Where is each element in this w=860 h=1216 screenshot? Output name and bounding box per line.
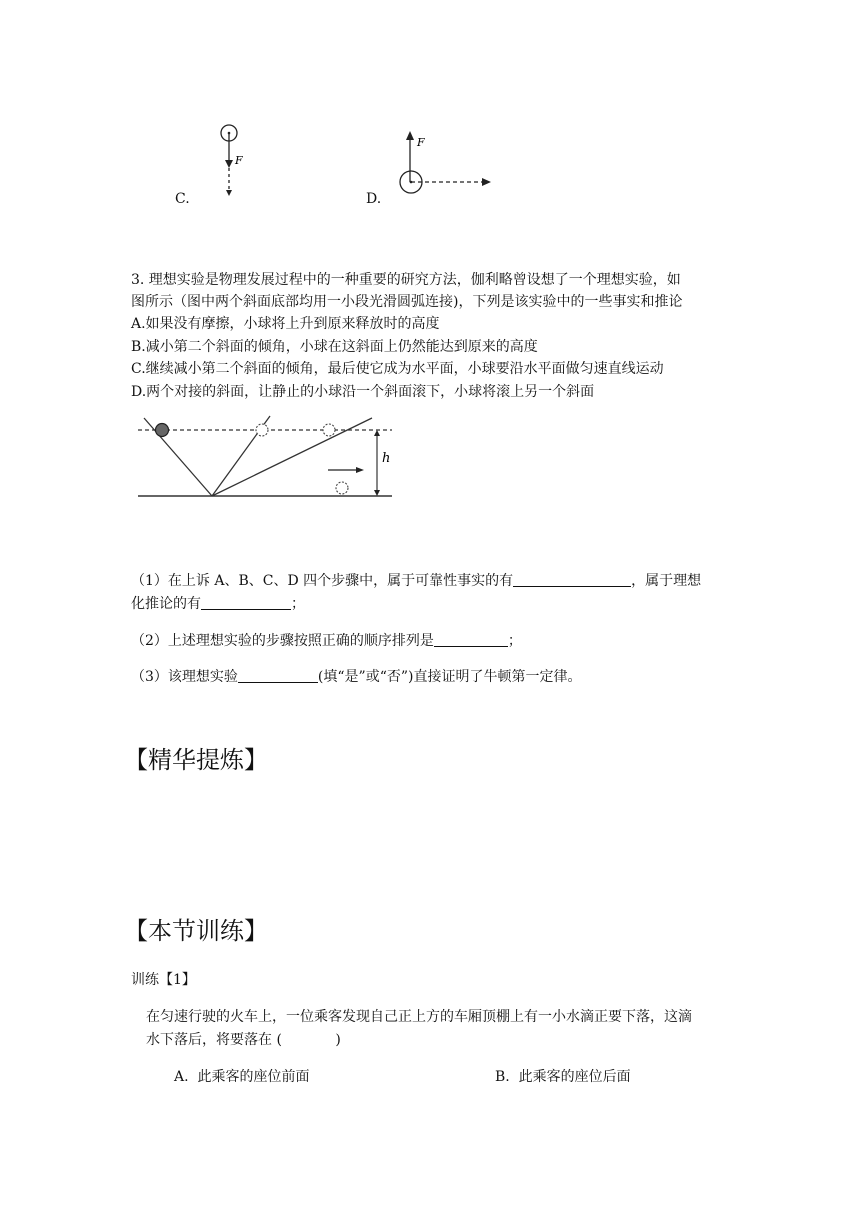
section-heading-essence: 【精华提炼】 — [124, 746, 268, 774]
ball-shallow-incline — [323, 424, 335, 436]
motion-arrowhead — [356, 467, 364, 473]
q3-sub1-line1 — [131, 572, 701, 590]
training1-stem-line2: 水下落后，将要落在 ( ) — [146, 1032, 341, 1048]
ball-released — [156, 424, 169, 437]
training1-option-a: A. 此乘客的座位前面 — [174, 1069, 310, 1085]
option-label-d: D. — [366, 191, 382, 207]
q3-sub1-line2 — [131, 595, 305, 613]
q3-option-a: A.如果没有摩擦，小球将上升到原来释放时的高度 — [131, 316, 440, 332]
answer-blank-yes-no[interactable] — [238, 668, 318, 683]
ball-horizontal — [336, 482, 348, 494]
training1-stem-line1: 在匀速行驶的火车上，一位乘客发现自己正上方的车厢顶棚上有一小水滴正要下落，这滴 — [146, 1009, 692, 1025]
force-arrowhead — [225, 160, 233, 168]
q3-sub1-text-c: 化推论的有 — [131, 596, 201, 612]
answer-blank-inference[interactable] — [201, 595, 291, 610]
force-label-c: F — [235, 154, 243, 167]
q3-sub3-text-b: (填“是”或“否”)直接证明了牛顿第一定律。 — [317, 669, 582, 685]
height-arrow-top — [374, 430, 380, 436]
height-label: h — [382, 451, 391, 466]
training1-label: 训练【1】 — [131, 972, 196, 988]
figure-c — [200, 118, 260, 208]
height-arrow-bottom — [374, 490, 380, 496]
q3-sub1-text-b: ，属于理想 — [631, 573, 702, 589]
q3-option-c: C.继续减小第二个斜面的倾角，最后使它成为水平面，小球要沿水平面做匀速直线运动 — [131, 361, 664, 377]
answer-blank-order[interactable] — [434, 632, 508, 647]
q3-sub3-text-a: （3）该理想实验 — [131, 669, 238, 685]
q3-intro-line1: 3. 理想实验是物理发展过程中的一种重要的研究方法，伽利略曾设想了一个理想实验，如 — [131, 272, 681, 288]
q3-option-d: D.两个对接的斜面，让静止的小球沿一个斜面滚下，小球将滚上另一个斜面 — [131, 384, 595, 400]
q3-option-b: B.减小第二个斜面的倾角，小球在这斜面上仍然能达到原来的高度 — [131, 339, 538, 355]
ball-steep-incline — [256, 424, 268, 436]
figure-d — [392, 124, 502, 204]
q3-intro-line2: 图所示（图中两个斜面底部均用一小段光滑圆弧连接)，下列是该实验中的一些事实和推论 — [131, 294, 683, 310]
galileo-incline-diagram — [136, 414, 396, 506]
answer-blank-fact[interactable] — [513, 572, 631, 587]
force-label-d: F — [417, 136, 425, 149]
training1-option-b: B. 此乘客的座位后面 — [495, 1069, 631, 1085]
option-label-c: C. — [175, 191, 190, 207]
velocity-arrowhead — [482, 178, 491, 186]
q3-sub2-text-a: （2）上述理想实验的步骤按照正确的顺序排列是 — [131, 633, 434, 649]
section-heading-training: 【本节训练】 — [124, 917, 268, 945]
q3-sub1-text-a: （1）在上诉 A、B、C、D 四个步骤中，属于可靠性事实的有 — [131, 573, 514, 589]
q3-sub3 — [131, 668, 581, 686]
q3-sub2-text-b: ； — [507, 633, 522, 649]
q3-sub2 — [131, 632, 522, 650]
dashed-arrowhead — [226, 190, 232, 196]
force-arrowhead-up — [406, 131, 414, 140]
q3-sub1-text-d: ； — [291, 596, 305, 612]
